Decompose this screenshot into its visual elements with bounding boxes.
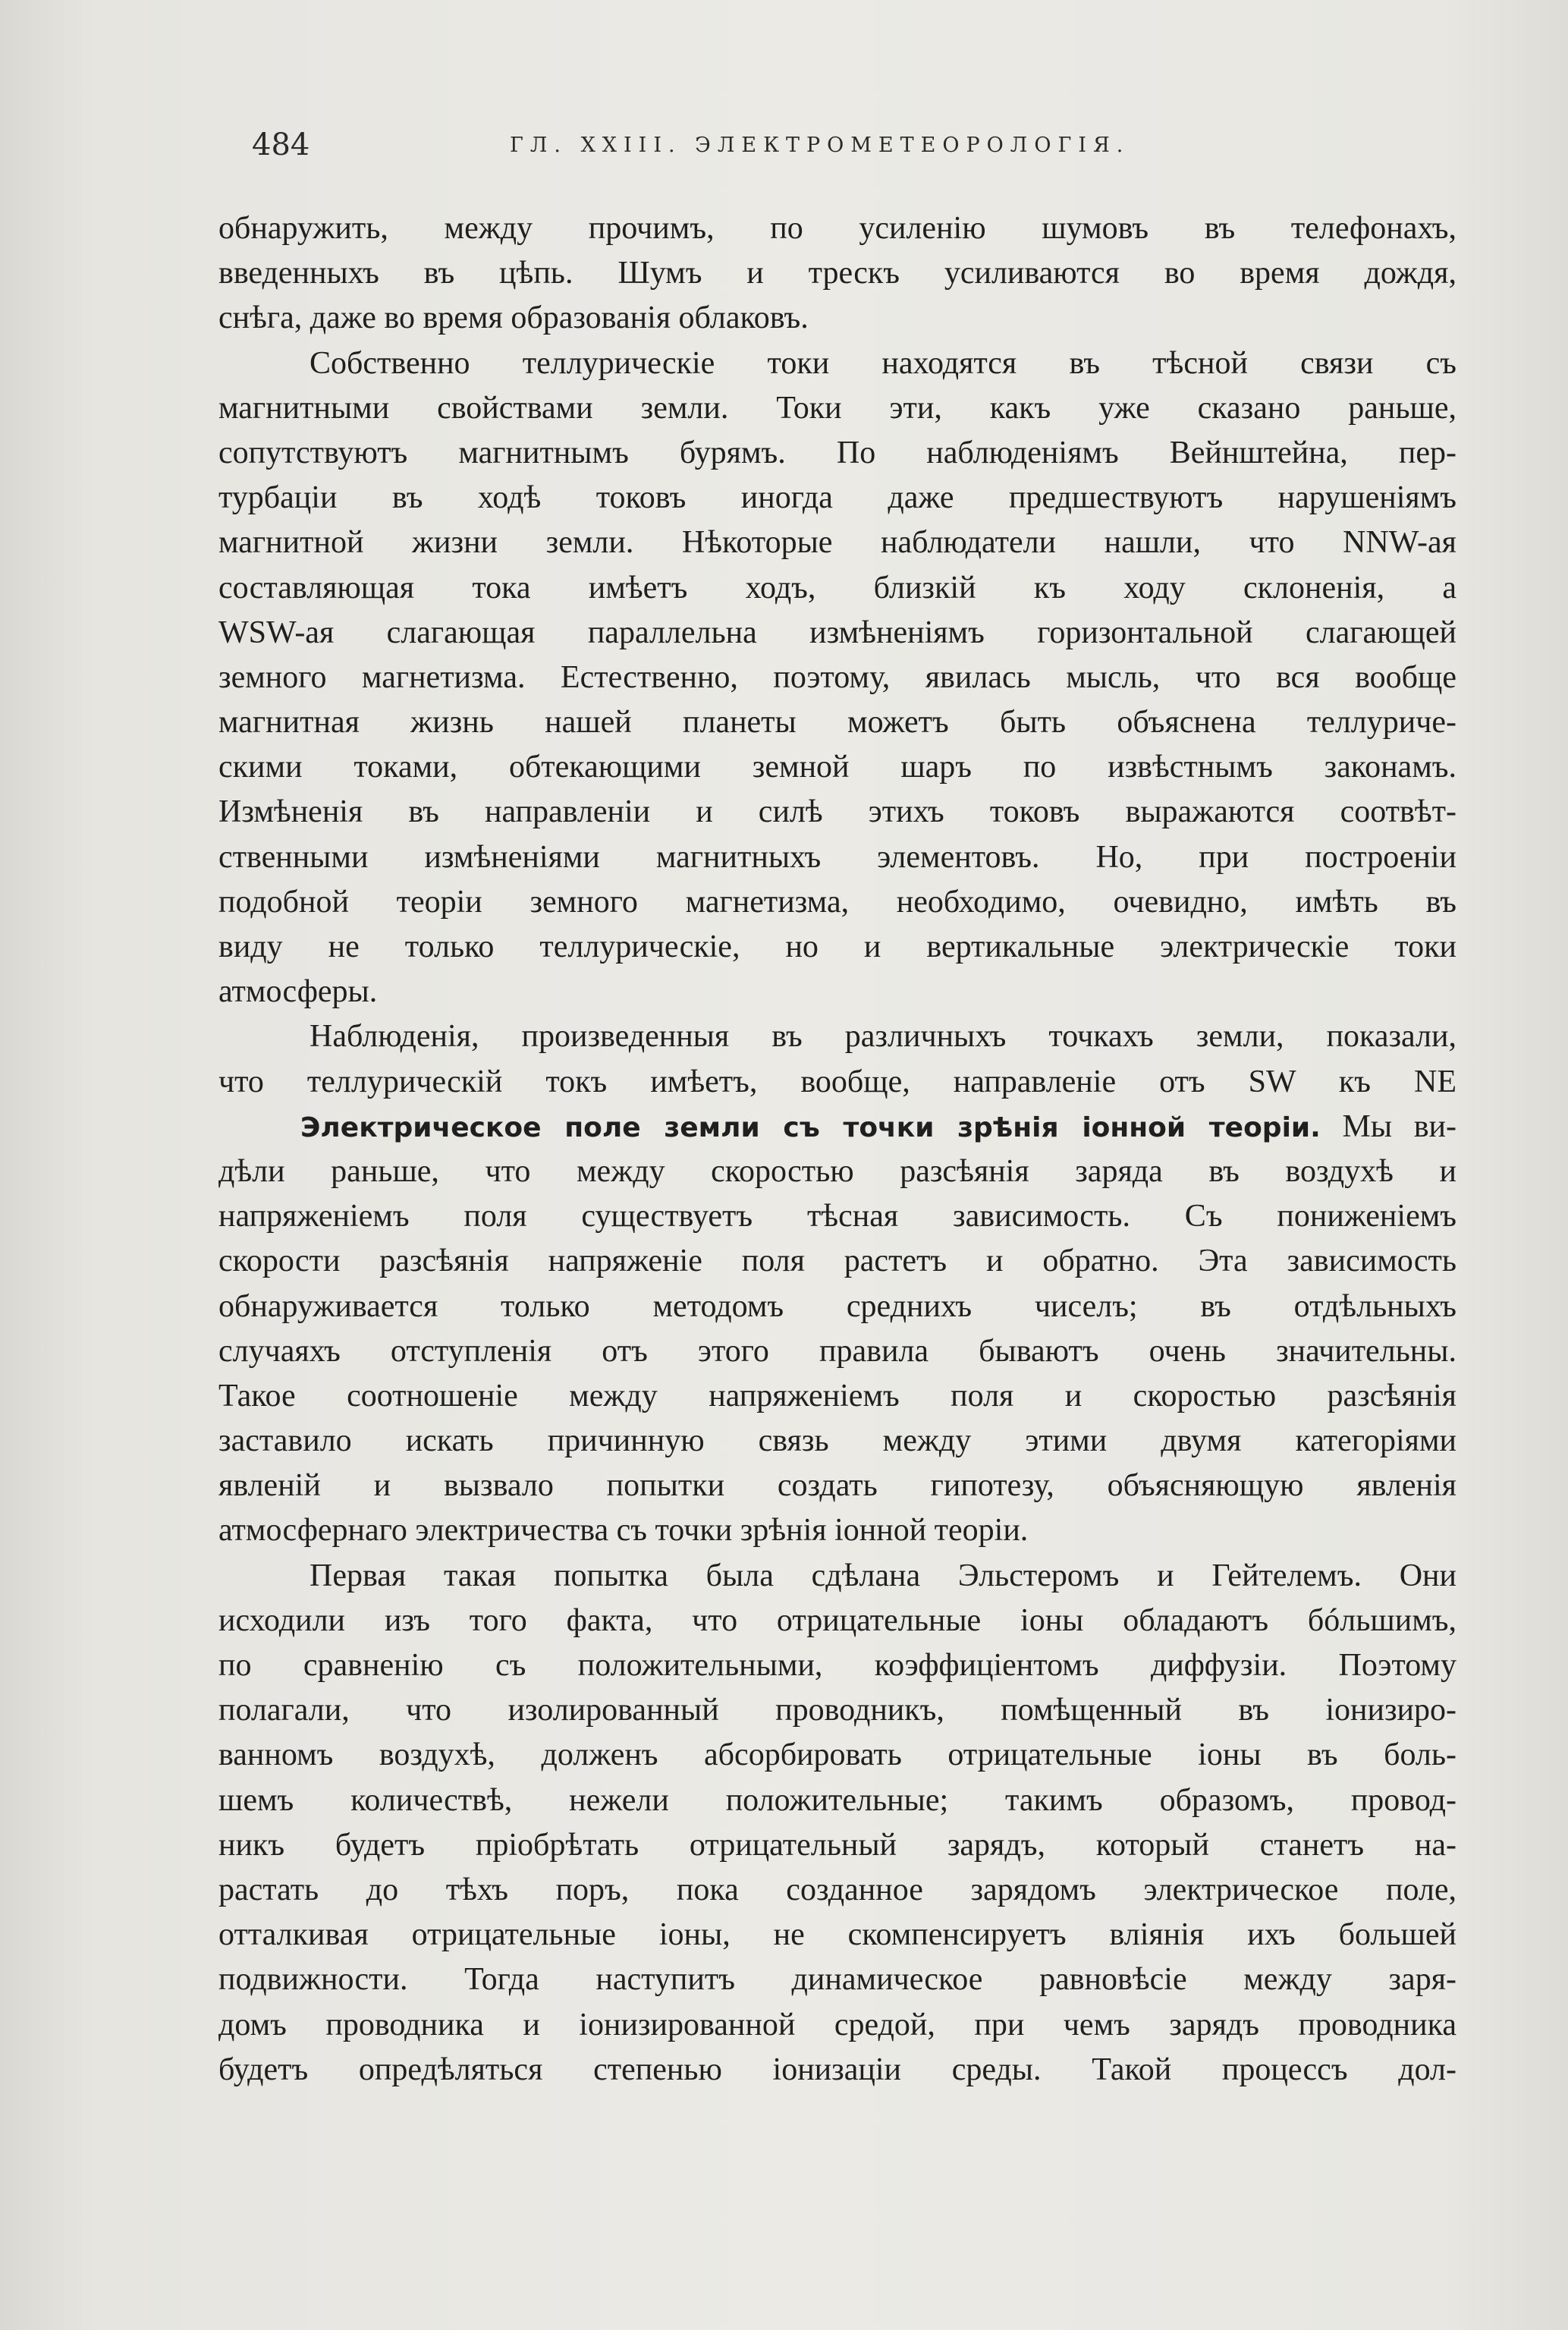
text-line: WSW-ая слагающая параллельна измѣненіямъ горизонтальной слагающей <box>218 615 1456 650</box>
text-line: исходили изъ того факта, что отрицательные іоны обладаютъ бóльшимъ, <box>218 1602 1456 1638</box>
page-number: 484 <box>252 127 310 162</box>
text-line: ственными измѣненіями магнитныхъ элементовъ. Но, при построеніи <box>218 839 1456 875</box>
text-line: скорости разсѣянія напряженіе поля растетъ и обратно. Эта зависимость <box>218 1244 1456 1279</box>
body-text <box>218 206 1456 2093</box>
text-line: шемъ количествѣ, нежели положительные; такимъ образомъ, провод- <box>218 1782 1456 1818</box>
text-line-tail: Мы ви- <box>1342 1108 1457 1144</box>
text-line: магнитными свойствами земли. Токи эти, какъ уже сказано раньше, <box>218 390 1456 426</box>
running-head: ГЛ. XXIII. ЭЛЕКТРОМЕТЕОРОЛОГІЯ. <box>510 134 1130 157</box>
text-line: виду не только теллурическіе, но и вертикальные электрическіе токи <box>218 929 1456 964</box>
text-line: составляющая тока имѣетъ ходъ, близкій къ ходу склоненія, а <box>218 570 1456 605</box>
text-line: снѣга, даже во время образованія облаковъ. <box>218 300 809 336</box>
text-line: Измѣненія въ направленіи и силѣ этихъ токовъ выражаются соотвѣт- <box>218 794 1456 830</box>
text-line: домъ проводника и іонизированной средой, при чемъ зарядъ проводника <box>218 2007 1456 2042</box>
section-heading-line <box>218 1105 1456 1149</box>
page-header <box>252 127 1466 173</box>
text-line: Наблюденія, произведенныя въ различныхъ точкахъ земли, показали, <box>310 1019 1456 1055</box>
text-line: ванномъ воздухѣ, долженъ абсорбировать отрицательные іоны въ боль- <box>218 1737 1456 1773</box>
text-line: дѣли раньше, что между скоростью разсѣянія заряда въ воздухѣ и <box>218 1153 1456 1189</box>
text-line: никъ будетъ пріобрѣтать отрицательный зарядъ, который станетъ на- <box>218 1827 1456 1863</box>
text-line: по сравненію съ положительными, коэффиціентомъ диффузіи. Поэтому <box>218 1648 1456 1683</box>
text-line: заставило искать причинную связь между этими двумя категоріями <box>218 1423 1456 1459</box>
text-line: скими токами, обтекающими земной шаръ по извѣстнымъ законамъ. <box>218 750 1456 785</box>
text-line: Первая такая попытка была сдѣлана Эльстеромъ и Гейтелемъ. Они <box>310 1558 1456 1593</box>
text-line: растать до тѣхъ поръ, пока созданное зарядомъ электрическое поле, <box>218 1872 1456 1907</box>
text-line: атмосфернаго электричества съ точки зрѣнія іонной теоріи. <box>218 1513 1029 1549</box>
text-line: напряженіемъ поля существуетъ тѣсная зависимость. Съ пониженіемъ <box>218 1199 1456 1234</box>
text-line: будетъ опредѣляться степенью іонизаціи среды. Такой процессъ дол- <box>218 2052 1456 2087</box>
text-line: отталкивая отрицательные іоны, не скомпенсируетъ вліянія ихъ большей <box>218 1917 1456 1953</box>
text-line: обнаружить, между прочимъ, по усиленію шумовъ въ телефонахъ, <box>218 211 1456 246</box>
text-line: подвижности. Тогда наступитъ динамическое равновѣсіе между заря- <box>218 1962 1456 1998</box>
text-line: турбаціи въ ходѣ токовъ иногда даже предшествуютъ нарушеніямъ <box>218 480 1456 516</box>
text-line: введенныхъ въ цѣпь. Шумъ и трескъ усиливаются во время дождя, <box>218 256 1456 291</box>
text-line: атмосферы. <box>218 974 378 1010</box>
text-line: Такое соотношеніе между напряженіемъ поля и скоростью разсѣянія <box>218 1378 1456 1413</box>
text-line: магнитная жизнь нашей планеты можетъ быть объяснена теллуриче- <box>218 705 1456 741</box>
text-line: магнитной жизни земли. Нѣкоторые наблюдатели нашли, что NNW-ая <box>218 525 1456 561</box>
text-line: сопутствуютъ магнитнымъ бурямъ. По наблюденіямъ Вейнштейна, пер- <box>218 435 1456 470</box>
section-heading: Электрическое поле земли съ точки зрѣнія іонной теоріи. <box>300 1112 1321 1143</box>
text-line: земного магнетизма. Естественно, поэтому, явилась мысль, что вся вообще <box>218 659 1456 695</box>
text-line: случаяхъ отступленія отъ этого правила бываютъ очень значительны. <box>218 1333 1456 1369</box>
text-line: Собственно теллурическіе токи находятся въ тѣсной связи съ <box>310 345 1456 381</box>
text-line: что теллурическій токъ имѣетъ, вообще, направленіе отъ SW къ NE <box>218 1064 1456 1099</box>
text-line: полагали, что изолированный проводникъ, помѣщенный въ іонизиро- <box>218 1693 1456 1728</box>
text-line: обнаруживается только методомъ среднихъ чиселъ; въ отдѣльныхъ <box>218 1288 1456 1324</box>
text-line: явленій и вызвало попытки создать гипотезу, объясняющую явленія <box>218 1468 1456 1504</box>
text-line: подобной теоріи земного магнетизма, необходимо, очевидно, имѣть въ <box>218 884 1456 920</box>
